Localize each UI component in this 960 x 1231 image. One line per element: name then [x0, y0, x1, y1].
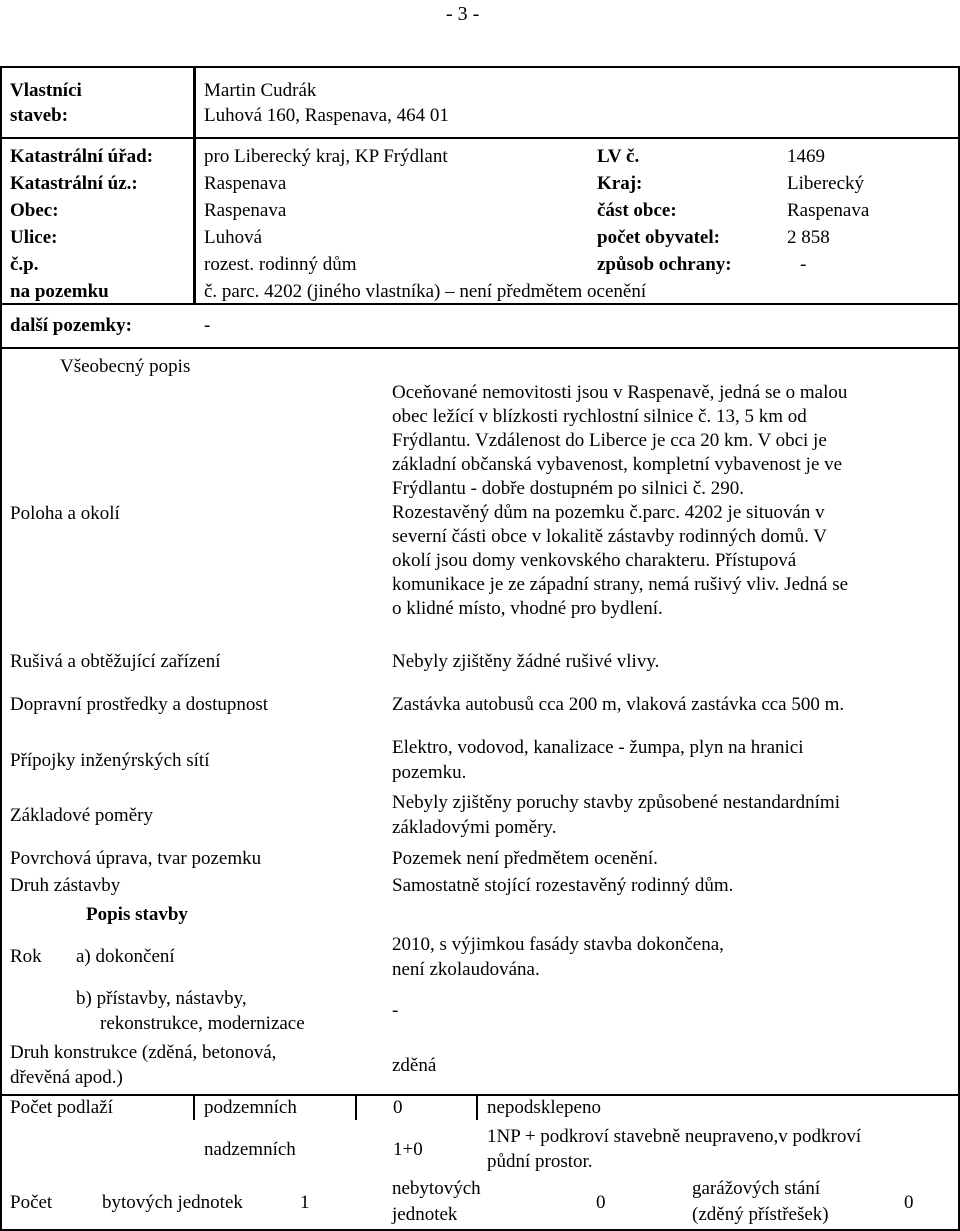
row-divider — [0, 137, 960, 139]
population-value: 2 858 — [787, 227, 830, 248]
aboveground-note-line: 1NP + podkroví stavebně neupraveno,v podkroví — [487, 1126, 862, 1147]
utilities-label: Přípojky inženýrských sítí — [10, 750, 210, 771]
cadastral-office-label: Katastrální úřad: — [10, 146, 154, 167]
extensions-label-line: rekonstrukce, modernizace — [100, 1013, 305, 1034]
location-text-line: komunikace je ze západní strany, nemá rušivý vliv. Jedná se — [392, 574, 849, 595]
row-divider — [0, 303, 960, 305]
region-label: Kraj: — [597, 173, 643, 194]
disturbing-label: Rušivá a obtěžující zařízení — [10, 651, 221, 672]
nonresidential-units-label-line: jednotek — [392, 1204, 458, 1225]
construction-value: zděná — [392, 1055, 437, 1076]
garage-spaces-value: 0 — [904, 1192, 914, 1213]
units-label: Počet — [10, 1192, 53, 1213]
location-text-line: Frýdlantu - dobře dostupném po silnici č. 290. — [392, 478, 744, 499]
development-label: Druh zástavby — [10, 875, 121, 896]
table-left-border — [0, 66, 2, 1230]
aboveground-note-line: půdní prostor. — [487, 1151, 593, 1172]
row-divider — [0, 1094, 960, 1096]
owners-label: Vlastníci — [10, 80, 82, 101]
plot-label: na pozemku — [10, 281, 109, 302]
utilities-text-line: pozemku. — [392, 762, 467, 783]
location-text-line: obec ležící v blízkosti rychlostní silnice č. 13, 5 km od — [392, 406, 807, 427]
cadastral-area-value: Raspenava — [204, 173, 287, 194]
construction-label-line: Druh konstrukce (zděná, betonová, — [10, 1042, 277, 1063]
aboveground-value: 1+0 — [393, 1139, 423, 1160]
aboveground-label: nadzemních — [204, 1139, 296, 1160]
location-text-line: Rozestavěný dům na pozemku č.parc. 4202 je situován v — [392, 502, 825, 523]
nonresidential-units-label-line: nebytových — [392, 1178, 481, 1199]
completion-text-line: 2010, s výjimkou fasády stavba dokončena, — [392, 934, 724, 955]
underground-value: 0 — [393, 1097, 403, 1118]
underground-label: podzemních — [204, 1097, 297, 1118]
municipality-label: Obec: — [10, 200, 59, 221]
transport-value: Zastávka autobusů cca 200 m, vlaková zastávka cca 500 m. — [392, 694, 845, 715]
disturbing-value: Nebyly zjištěny žádné rušivé vlivy. — [392, 651, 660, 672]
residential-units-label: bytových jednotek — [102, 1192, 243, 1213]
completion-text-line: není zkolaudována. — [392, 959, 540, 980]
garage-spaces-label-line: (zděný přístřešek) — [692, 1204, 829, 1225]
foundation-text-line: Nebyly zjištěny poruchy stavby způsobené nestandardními — [392, 792, 840, 813]
location-label: Poloha a okolí — [10, 503, 120, 524]
owner-address: Luhová 160, Raspenava, 464 01 — [204, 105, 449, 126]
transport-label: Dopravní prostředky a dostupnost — [10, 694, 269, 715]
extensions-value: - — [392, 1000, 399, 1021]
column-divider — [476, 1094, 478, 1120]
development-value: Samostatně stojící rozestavěný rodinný dům. — [392, 875, 734, 896]
location-text-line: Frýdlantu. Vzdálenost do Liberce je cca 20 km. V obci je — [392, 430, 827, 451]
owners-label: staveb: — [10, 105, 69, 126]
location-text-line: Oceňované nemovitosti jsou v Raspenavě, jedná se o malou — [392, 382, 848, 403]
street-value: Luhová — [204, 227, 263, 248]
column-divider — [193, 1094, 195, 1120]
cadastral-area-label: Katastrální úz.: — [10, 173, 138, 194]
lv-value: 1469 — [787, 146, 825, 167]
street-label: Ulice: — [10, 227, 58, 248]
completion-label: a) dokončení — [76, 946, 175, 967]
extensions-label-line: b) přístavby, nástavby, — [76, 988, 247, 1009]
surface-label: Povrchová úprava, tvar pozemku — [10, 848, 262, 869]
region-value: Liberecký — [787, 173, 865, 194]
lv-label: LV č. — [597, 146, 640, 167]
column-divider — [355, 1094, 357, 1120]
district-value: Raspenava — [787, 200, 870, 221]
protection-label: způsob ochrany: — [597, 254, 732, 275]
general-description-heading: Všeobecný popis — [60, 356, 191, 377]
table-top-border — [0, 66, 960, 68]
table-right-border — [958, 66, 960, 1230]
nonresidential-units-value: 0 — [596, 1192, 606, 1213]
construction-label-line: dřevěná apod.) — [10, 1067, 123, 1088]
row-divider — [0, 347, 960, 349]
location-text-line: základní občanská vybavenost, kompletní vybavenost je ve — [392, 454, 843, 475]
location-text-line: severní části obce v lokalitě zástavby rodinných domů. V — [392, 526, 827, 547]
surface-value: Pozemek není předmětem ocenění. — [392, 848, 658, 869]
floors-label: Počet podlaží — [10, 1097, 113, 1118]
cadastral-office-value: pro Liberecký kraj, KP Frýdlant — [204, 146, 448, 167]
column-divider — [193, 66, 196, 304]
owner-name: Martin Cudrák — [204, 80, 317, 101]
utilities-text-line: Elektro, vodovod, kanalizace - žumpa, plyn na hranici — [392, 737, 804, 758]
foundation-label: Základové poměry — [10, 805, 153, 826]
house-number-value: rozest. rodinný dům — [204, 254, 357, 275]
protection-value: - — [800, 254, 807, 275]
foundation-text-line: základovými poměry. — [392, 817, 557, 838]
other-plots-value: - — [204, 315, 211, 336]
garage-spaces-label-line: garážových stání — [692, 1178, 821, 1199]
district-label: část obce: — [597, 200, 677, 221]
plot-value: č. parc. 4202 (jiného vlastníka) – není předmětem ocenění — [204, 281, 647, 302]
residential-units-value: 1 — [300, 1192, 310, 1213]
municipality-value: Raspenava — [204, 200, 287, 221]
house-number-label: č.p. — [10, 254, 39, 275]
location-text-line: o klidné místo, vhodné pro bydlení. — [392, 598, 663, 619]
year-label: Rok — [10, 946, 42, 967]
location-text-line: okolí jsou domy venkovského charakteru. Přístupová — [392, 550, 797, 571]
population-label: počet obyvatel: — [597, 227, 720, 248]
other-plots-label: další pozemky: — [10, 315, 132, 336]
page-number: - 3 - — [446, 3, 480, 25]
building-description-heading: Popis stavby — [86, 904, 188, 925]
underground-note: nepodsklepeno — [487, 1097, 601, 1118]
